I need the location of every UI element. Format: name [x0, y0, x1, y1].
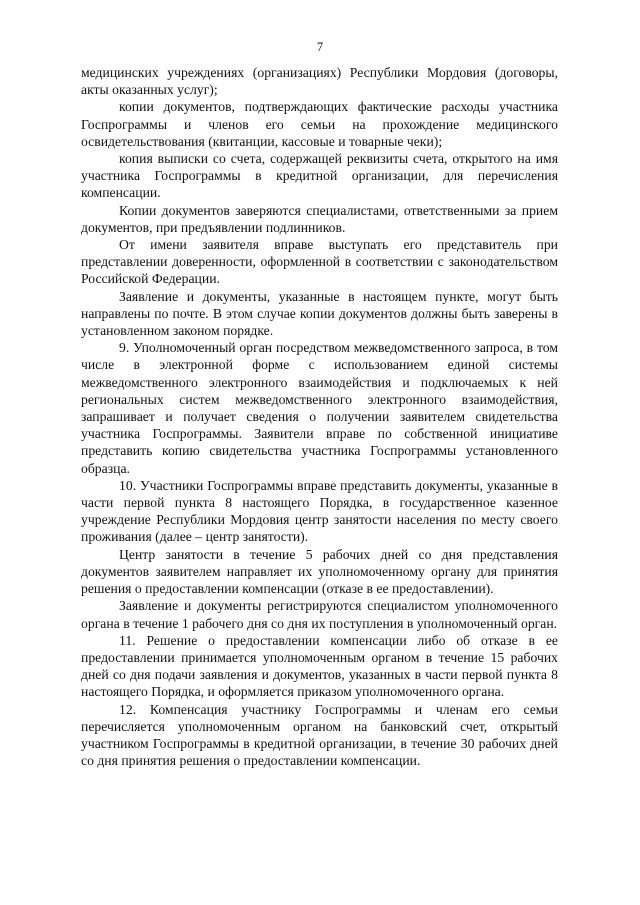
paragraph-item-11: 11. Решение о предоставлении компенсации либо об отказе в ее предоставлении принимается уполномоченным органом в течение 15 рабочих дней со дня подачи заявления и документов, указанных в части первой пункта 8 настоящего Порядка, и оформляется приказом уполномоченного органа. — [81, 632, 558, 700]
paragraph-certification: Копии документов заверяются специалистами, ответственными за прием документов, при предъявлении подлинников. — [81, 202, 558, 235]
paragraph-item-12: 12. Компенсация участнику Госпрограммы и членам его семьи перечисляется уполномоченным органом на банковский счет, открытый участником Госпрограммы в кредитной организации, в течение 30 рабочих дней со дня принятия решения о предоставлении компенсации. — [81, 701, 558, 769]
paragraph-expense-copies: копии документов, подтверждающих фактические расходы участника Госпрограммы и членов его семьи на прохождение медицинского освидетельствования (квитанции, кассовые и товарные чеки); — [81, 99, 558, 149]
paragraph-item-9: 9. Уполномоченный орган посредством межведомственного запроса, в том числе в электронной форме с использованием единой системы межведомственного электронного взаимодействия и подключаемых к ней региональных систем межведомственного электронного взаимодействия, запрашивает и получает сведения о получении заявителем свидетельства участника Госпрограммы. Заявители вправе по собственной инициативе представить копию свидетельства участника Госпрограммы установленного образца. — [81, 340, 558, 476]
paragraph-mail: Заявление и документы, указанные в настоящем пункте, могут быть направлены по почте. В этом случае копии документов должны быть заверены в установленном законом порядке. — [81, 288, 558, 339]
paragraph-representative: От имени заявителя вправе выступать его представитель при представлении доверенности, оформленной в соответствии с законодательством Российской Федерации. — [81, 237, 558, 287]
page-number: 7 — [316, 40, 324, 54]
document-body — [81, 64, 558, 769]
paragraph-continuation: медицинских учреждениях (организациях) Республики Мордовия (договоры, акты оказанных услуг); — [81, 65, 558, 98]
paragraph-item-10: 10. Участники Госпрограммы вправе представить документы, указанные в части первой пункта 8 настоящего Порядка, в государственное казенное учреждение Республики Мордовия центр занятости населения по месту своего проживания (далее – центр занятости). — [81, 477, 558, 545]
paragraph-registration: Заявление и документы регистрируются специалистом уполномоченного органа в течение 1 рабочего дня со дня их поступления в уполномоченный орган. — [81, 598, 558, 631]
paragraph-employment-center: Центр занятости в течение 5 рабочих дней со дня представления документов заявителем направляет их уполномоченному органу для принятия решения о предоставлении компенсации (отказе в ее предоставлении). — [81, 546, 558, 597]
paragraph-bank-statement: копия выписки со счета, содержащей реквизиты счета, открытого на имя участника Госпрограммы в кредитной организации, для перечисления компенсации. — [81, 151, 558, 201]
